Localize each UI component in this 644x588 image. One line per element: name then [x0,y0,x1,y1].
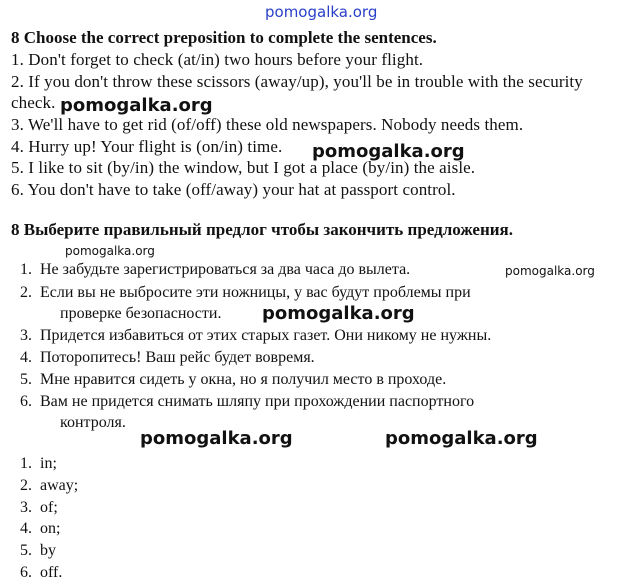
answer-number: 3. [20,499,32,516]
answer-number: 4. [20,520,32,537]
russian-title: 8 Выберите правильный предлог чтобы закончить предложения. [11,220,513,239]
english-sentence-6: 6. You don't have to take (off/away) your hat at passport control. [11,180,456,199]
russian-item-number: 2. [20,284,32,301]
answer-text: by [40,542,56,559]
english-sentence-3: 3. We'll have to get rid (of/off) these old newspapers. Nobody needs them. [11,115,524,134]
answer-4 [10,520,60,538]
answer-2 [10,477,78,495]
watermark-3: pomogalka.org [65,244,155,258]
english-sentence-2: 2. If you don't throw these scissors (away/up), you'll be in trouble with the security [11,72,583,91]
russian-item-text: Не забудьте зарегистрироваться за два часа до вылета. [40,261,411,278]
answer-text: off. [40,564,63,581]
russian-item-text: Вам не придется снимать шляпу при прохождении паспортного [40,393,475,410]
watermark-top: pomogalka.org [265,3,378,21]
russian-item-2-cont: проверке безопасности. [60,305,222,322]
russian-item-4 [10,349,315,367]
answer-text: of; [40,499,58,516]
russian-item-3 [10,327,491,345]
english-title: 8 Choose the correct preposition to complete the sentences. [11,28,437,47]
watermark-4: pomogalka.org [505,264,595,278]
answer-6 [10,564,62,582]
russian-item-1 [10,261,410,279]
watermark-1: pomogalka.org [60,95,213,116]
watermark-2: pomogalka.org [312,141,465,162]
russian-item-5 [10,371,446,389]
answer-3 [10,499,58,517]
russian-item-6-cont: контроля. [60,414,126,431]
russian-item-2 [10,284,471,302]
answer-5 [10,542,56,560]
russian-item-number: 4. [20,349,32,366]
english-sentence-4: 4. Hurry up! Your flight is (on/in) time. [11,137,283,156]
answer-number: 6. [20,564,32,581]
answer-text: away; [40,477,79,494]
answer-number: 1. [20,455,32,472]
russian-item-text: Мне нравится сидеть у окна, но я получил место в проходе. [40,371,447,388]
watermark-5: pomogalka.org [262,303,415,324]
russian-item-text: Если вы не выбросите эти ножницы, у вас будут проблемы при [40,284,471,301]
english-sentence-1: 1. Don't forget to check (at/in) two hours before your flight. [11,50,424,69]
russian-item-number: 1. [20,261,32,278]
english-sentence-2-cont: check. [11,93,56,112]
answer-1 [10,455,57,473]
russian-item-text: Придется избавиться от этих старых газет. Они никому не нужны. [40,327,492,344]
watermark-6: pomogalka.org [140,428,293,449]
answer-number: 5. [20,542,32,559]
russian-item-number: 5. [20,371,32,388]
russian-item-number: 6. [20,393,32,410]
russian-item-6 [10,393,474,411]
russian-item-number: 3. [20,327,32,344]
answer-number: 2. [20,477,32,494]
english-sentence-5: 5. I like to sit (by/in) the window, but I got a place (by/in) the aisle. [11,158,476,177]
answer-text: on; [40,520,61,537]
watermark-7: pomogalka.org [385,428,538,449]
answer-text: in; [40,455,57,472]
russian-item-text: Поторопитесь! Ваш рейс будет вовремя. [40,349,315,366]
